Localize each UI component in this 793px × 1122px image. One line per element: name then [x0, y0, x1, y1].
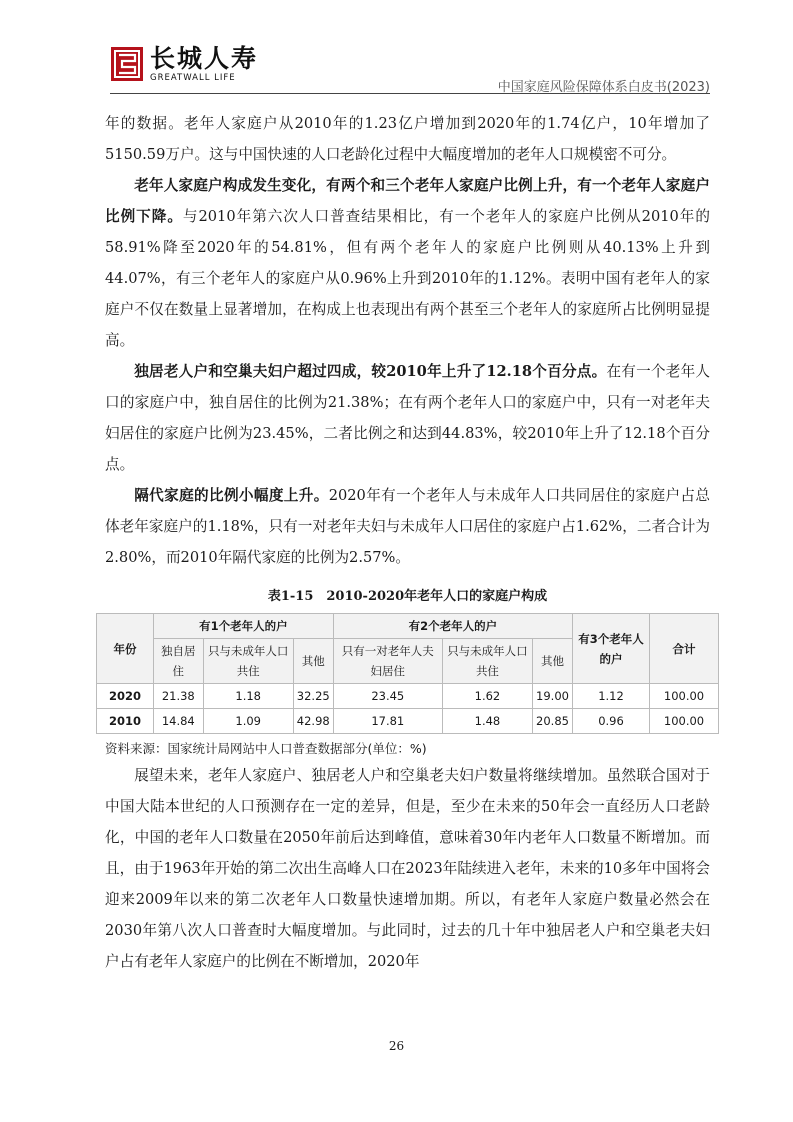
paragraph-text: 2020年有一个老年人与未成年人口共同居住的家庭户占总体老年家庭户的1.18%，只有一对老年夫妇与未成年人口居住的家庭户占1.62%，二者合计为2.80%，而2010年隔代家庭的比例为2.57%。	[105, 487, 710, 566]
paragraph: 年的数据。老年人家庭户从2010年的1.23亿户增加到2020年的1.74亿户，10年增加了5150.59万户。这与中国快速的人口老龄化过程中大幅度增加的老年人口规模密不可分。	[105, 115, 710, 163]
table-cell: 20.85	[533, 709, 573, 734]
paragraph	[105, 480, 710, 573]
header-divider	[110, 93, 710, 94]
table-cell: 42.98	[293, 709, 333, 734]
table-cell: 14.84	[154, 709, 204, 734]
logo-icon	[110, 46, 144, 82]
paragraph	[105, 356, 710, 480]
table-cell: 19.00	[533, 684, 573, 709]
paragraph-heading: 独居老人户和空巢夫妇户超过四成，较2010年上升了12.18个百分点。	[134, 363, 607, 380]
table-cell: 1.09	[203, 709, 293, 734]
page-body	[105, 108, 710, 977]
table-cell: 32.25	[293, 684, 333, 709]
table-cell: 1.62	[442, 684, 532, 709]
table-cell: 1.18	[203, 684, 293, 709]
page-number: 26	[388, 1039, 405, 1053]
header-year: 年份	[97, 614, 154, 684]
table-cell: 21.38	[154, 684, 204, 709]
table-cell: 1.12	[573, 684, 650, 709]
table-cell: 23.45	[333, 684, 442, 709]
subheader: 只与未成年人口共住	[442, 639, 532, 684]
document-title: 中国家庭风险保障体系白皮书(2023)	[497, 80, 710, 95]
table-cell: 0.96	[573, 709, 650, 734]
paragraph-text: 在有一个老年人口的家庭户中，独自居住的比例为21.38%；在有两个老年人口的家庭户中，只有一对老年夫妇居住的家庭户比例为23.45%，二者比例之和达到44.83%，较2010年上升了12.18个百分点。	[105, 363, 710, 473]
subheader: 只与未成年人口共住	[203, 639, 293, 684]
logo-chinese: 长城人寿	[150, 44, 259, 73]
header-group-two-elders: 有2个老年人的户	[333, 614, 572, 639]
paragraph-heading: 老年人家庭户构成发生变化，有两个和三个老年人家庭户比例上升，有一个老年人家庭户比例下降。	[105, 177, 710, 225]
paragraph: 展望未来，老年人家庭户、独居老人户和空巢老夫妇户数量将继续增加。虽然联合国对于中国大陆本世纪的人口预测存在一定的差异，但是，至少在未来的50年会一直经历人口老龄化，中国的老年人口数量在2050年前后达到峰值，意味着30年内老年人口数量不断增加。而且，由于1963年开始的第二次出生高峰人口在2023年陆续进入老年，未来的10多年中国将会迎来2009年以来的第二次老年人口数量快速增加期。所以，有老年人家庭户数量必然会在2030年第八次人口普查时大幅度增加。与此同时，过去的几十年中独居老人户和空巢老夫妇户占有老年人家庭户的比例在不断增加，2020年	[105, 767, 710, 970]
table-cell: 1.48	[442, 709, 532, 734]
table-row	[97, 684, 719, 709]
table-row	[97, 709, 719, 734]
table-source-note: 资料来源：国家统计局网站中人口普查数据部分(单位：%)	[105, 741, 427, 756]
paragraph-heading: 隔代家庭的比例小幅度上升。	[134, 487, 329, 504]
greatwall-life-logo	[110, 46, 258, 83]
page-header	[110, 46, 710, 96]
table-cell: 17.81	[333, 709, 442, 734]
subheader: 独自居住	[154, 639, 204, 684]
table-caption: 表1-15 2010-2020年老年人口的家庭户构成	[267, 589, 548, 604]
household-composition-table	[96, 613, 719, 734]
cell-year: 2020	[97, 684, 154, 709]
subheader: 其他	[533, 639, 573, 684]
subheader: 其他	[293, 639, 333, 684]
header-total: 合计	[650, 614, 719, 684]
subheader: 只有一对老年人夫妇居住	[333, 639, 442, 684]
logo-english: GREATWALL LIFE	[150, 73, 236, 83]
paragraph	[105, 170, 710, 356]
table-cell: 100.00	[650, 709, 719, 734]
paragraph-text: 与2010年第六次人口普查结果相比，有一个老年人的家庭户比例从2010年的58.91%降至2020年的54.81%，但有两个老年人的家庭户比例则从40.13%上升到44.07%，有三个老年人的家庭户从0.96%上升到2010年的1.12%。表明中国有老年人的家庭户不仅在数量上显著增加，在构成上也表现出有两个甚至三个老年人的家庭所占比例明显提高。	[105, 208, 710, 349]
header-three-elders: 有3个老年人的户	[573, 614, 650, 684]
cell-year: 2010	[97, 709, 154, 734]
header-group-one-elder: 有1个老年人的户	[154, 614, 334, 639]
table-cell: 100.00	[650, 684, 719, 709]
